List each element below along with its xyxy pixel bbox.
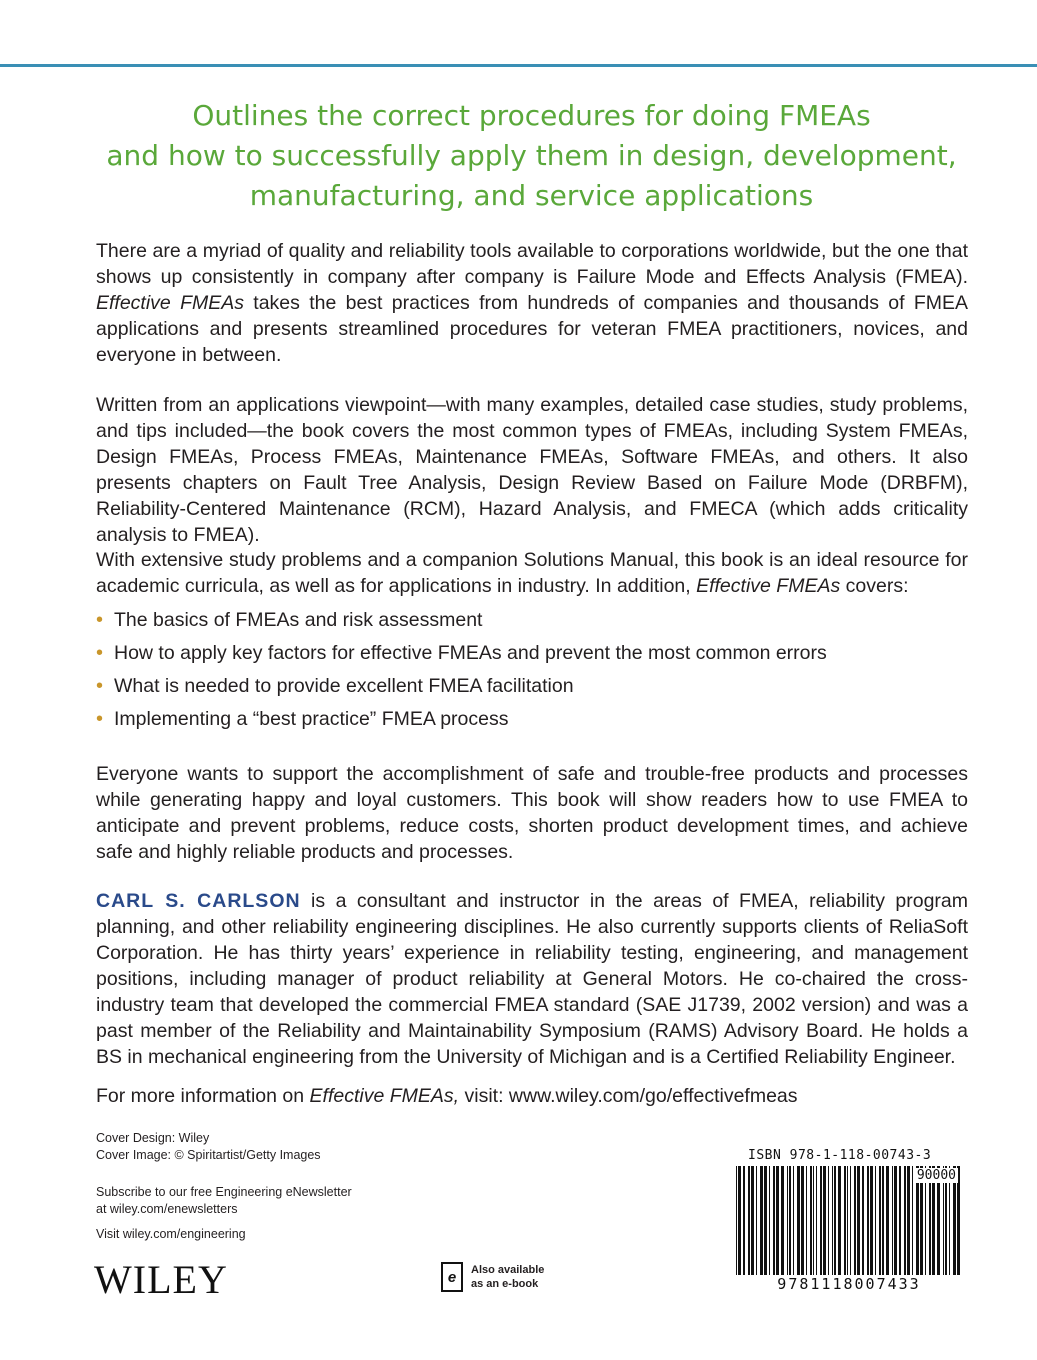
barcode-bar [820, 1166, 822, 1278]
headline-line-2: and how to successfully apply them in design, development, [106, 139, 957, 172]
barcode-bar [823, 1166, 826, 1278]
bullet-icon: • [96, 675, 104, 697]
bullet-icon: • [96, 708, 104, 730]
barcode-bar [816, 1166, 817, 1278]
barcode-bar [760, 1166, 763, 1278]
barcode-bar [862, 1166, 864, 1278]
barcode-bar [787, 1166, 788, 1278]
coverage-paragraph: Written from an applications viewpoint—with many examples, detailed case studies, study problems, and tips included—the book covers the most common types of FMEAs, including System FMEAs, Design FMEAs, Process FMEAs, Maintenance FMEAs, Software FMEAs, and others. It also presents chapters on Fault Tree Analysis, Design Review Based on Failure Mode (DRBFM), Reliability-Centered Maintenance (RCM), Hazard Analysis, and FMECA (which adds criticality analysis to FMEA). [96, 394, 968, 546]
intro-text-b: takes the best practices from hundreds of companies and thousands of FMEA applications and presents streamlined procedures for veteran FMEA practitioners, novices, and everyone in between. [96, 292, 968, 366]
cover-image-credit: Cover Image: © Spiritartist/Getty Images [96, 1148, 321, 1162]
headline-line-1: Outlines the correct procedures for doing FMEAs [192, 99, 871, 132]
more-info [96, 1083, 968, 1109]
barcode-bar [764, 1166, 767, 1278]
book-title: Effective FMEAs [696, 575, 841, 597]
barcode-bar [832, 1166, 833, 1278]
barcode [734, 1166, 964, 1296]
headline-line-3: manufacturing, and service applications [249, 179, 814, 212]
barcode-bar [870, 1166, 873, 1278]
visit-link[interactable]: Visit wiley.com/engineering [96, 1227, 246, 1241]
barcode-bar [776, 1166, 779, 1278]
top-rule [0, 64, 1037, 67]
list-item [96, 607, 968, 640]
barcode-bar [738, 1166, 741, 1278]
intro-text-a: There are a myriad of quality and reliability tools available to corporations worldwide, but the one that shows up consistently in company after company is Failure Mode and Effects Analysis (FMEA). [96, 240, 968, 288]
barcode-bar [875, 1166, 876, 1278]
newsletter-line-1: Subscribe to our free Engineering eNewsletter [96, 1185, 352, 1199]
list-item-text: What is needed to provide excellent FMEA facilitation [114, 675, 574, 697]
barcode-bar [797, 1166, 800, 1278]
barcode-bar [801, 1166, 804, 1278]
barcode-bar [813, 1166, 814, 1278]
barcode-bar [899, 1166, 901, 1278]
cover-credits [96, 1130, 321, 1164]
more-info-prefix: For more information on [96, 1085, 310, 1107]
barcode-bar [751, 1166, 754, 1278]
ebook-line-1: Also available [471, 1264, 545, 1276]
barcode-bar [850, 1166, 851, 1278]
feature-list [96, 607, 968, 739]
author-bio [96, 888, 968, 1070]
author-bio-text: is a consultant and instructor in the areas of FMEA, reliability program planning, and other reliability engineering disciplines. He also currently supports clients of ReliaSoft Corporation. He has thirty years’ experience in reliability testing, engineering, and management positions, including manager of product reliability at General Motors. He co-chaired the cross-industry team that developed the commercial FMEA standard (SAE J1739, 2002 version) and was a past member of the Reliability and Maintainability Symposium (RAMS) Advisory Board. He holds a BS in mechanical engineering from the University of Michigan and is a Certified Reliability Engineer. [96, 890, 969, 1068]
more-info-link[interactable]: visit: www.wiley.com/go/effectivefmeas [459, 1085, 798, 1107]
barcode-bar [789, 1166, 791, 1278]
list-item-text: The basics of FMEAs and risk assessment [114, 609, 483, 631]
barcode-bar [912, 1166, 913, 1278]
resource-paragraph [96, 547, 968, 599]
ean-number: 9781118007433 [734, 1275, 964, 1293]
headline [60, 96, 1003, 216]
barcode-bar [781, 1166, 784, 1278]
bullet-icon: • [96, 609, 104, 631]
list-item-text: How to apply key factors for effective FMEAs and prevent the most common errors [114, 642, 827, 664]
list-item [96, 640, 968, 673]
intro-paragraph [96, 238, 968, 368]
isbn-label: ISBN 978-1-118-00743-3 [748, 1148, 932, 1163]
barcode-bar [828, 1166, 829, 1278]
barcode-bar [743, 1166, 745, 1278]
book-title: Effective FMEAs, [309, 1085, 460, 1107]
price-code: 90000 [916, 1168, 956, 1183]
resource-text-a: With extensive study problems and a companion Solutions Manual, this book is an ideal resource for academic curricula, as well as for applications in industry. In addition, [96, 549, 968, 597]
barcode-bar [736, 1166, 737, 1278]
summary-paragraph: Everyone wants to support the accomplishment of safe and trouble-free products and processes while generating happy and loyal customers. This book will show readers how to use FMEA to anticipate and prevent problems, reduce costs, shorten product development times, and achieve safe and highly reliable products and processes. [96, 763, 968, 863]
barcode-bar [838, 1166, 841, 1278]
ebook-text [471, 1263, 544, 1291]
ebook-badge [441, 1262, 544, 1292]
barcode-bar [894, 1166, 897, 1278]
barcode-bar [879, 1166, 881, 1278]
author-name: CARL S. CARLSON [96, 890, 301, 912]
newsletter-line-2[interactable]: at wiley.com/enewsletters [96, 1202, 238, 1216]
barcode-bar [854, 1166, 856, 1278]
ebook-line-2: as an e-book [471, 1278, 539, 1290]
barcode-bar [882, 1166, 884, 1278]
list-item-text: Implementing a “best practice” FMEA process [114, 708, 509, 730]
newsletter-note [96, 1184, 352, 1218]
barcode-bar [867, 1166, 869, 1278]
barcode-bar [907, 1166, 910, 1278]
barcode-bar [769, 1166, 770, 1278]
list-item [96, 673, 968, 706]
book-title: Effective FMEAs [96, 292, 244, 314]
barcode-bar [834, 1166, 836, 1278]
barcode-bar [748, 1166, 750, 1278]
list-item [96, 706, 968, 739]
barcode-bar [756, 1166, 757, 1278]
cover-design-credit: Cover Design: Wiley [96, 1131, 210, 1145]
barcode-bar [793, 1166, 794, 1278]
publisher-logo: WILEY [94, 1257, 228, 1302]
barcode-bar [806, 1166, 807, 1278]
ebook-icon: e [441, 1262, 463, 1292]
barcode-bar [857, 1166, 860, 1278]
barcode-bar [886, 1166, 889, 1278]
resource-text-b: covers: [840, 575, 909, 597]
bullet-icon: • [96, 642, 104, 664]
barcode-bar [847, 1166, 848, 1278]
barcode-bar [904, 1166, 906, 1278]
barcode-bar [810, 1166, 812, 1278]
barcode-bar [773, 1166, 775, 1278]
barcode-bar [844, 1166, 846, 1278]
barcode-bar [892, 1166, 893, 1278]
